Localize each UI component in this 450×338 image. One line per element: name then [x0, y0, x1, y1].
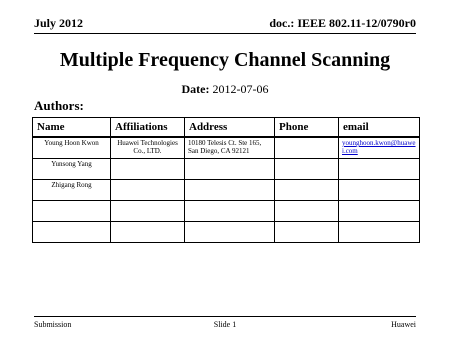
- cell-name: [33, 222, 111, 243]
- cell-name: Young Hoon Kwon: [33, 137, 111, 159]
- date-label: Date:: [181, 82, 210, 96]
- slide-date: [0, 82, 450, 97]
- cell-name: Zhigang Rong: [33, 180, 111, 201]
- column-header-address: Address: [185, 118, 275, 138]
- cell-email: [339, 222, 420, 243]
- table-row: [33, 137, 420, 159]
- table-row: [33, 222, 420, 243]
- date-value: 2012-07-06: [212, 82, 269, 96]
- cell-address: 10180 Telesis Ct. Ste 165, San Diego, CA 92121: [185, 137, 275, 159]
- column-header-email: email: [339, 118, 420, 138]
- table-row: [33, 201, 420, 222]
- cell-affiliation: [111, 180, 185, 201]
- cell-phone: [275, 159, 339, 180]
- cell-phone: [275, 180, 339, 201]
- column-header-name: Name: [33, 118, 111, 138]
- table-row: [33, 159, 420, 180]
- footer-submission: Submission: [34, 320, 72, 329]
- cell-email: [339, 159, 420, 180]
- cell-email-link[interactable]: younghoon.kwon@huawei.com: [339, 137, 420, 159]
- cell-affiliation: [111, 159, 185, 180]
- cell-affiliation: [111, 201, 185, 222]
- header-doc-id: doc.: IEEE 802.11-12/0790r0: [269, 16, 416, 30]
- authors-table: [32, 117, 420, 243]
- footer-divider: [34, 316, 416, 317]
- header-divider: [34, 33, 416, 34]
- table-header-row: [33, 118, 420, 138]
- cell-affiliation: Huawei Technologies Co., LTD.: [111, 137, 185, 159]
- cell-email: [339, 201, 420, 222]
- cell-phone: [275, 201, 339, 222]
- cell-address: [185, 201, 275, 222]
- header-date: July 2012: [34, 16, 84, 30]
- cell-address: [185, 180, 275, 201]
- cell-address: [185, 222, 275, 243]
- table-row: [33, 180, 420, 201]
- footer-company: Huawei: [391, 320, 416, 329]
- cell-email: [339, 180, 420, 201]
- column-header-phone: Phone: [275, 118, 339, 138]
- cell-phone: [275, 222, 339, 243]
- cell-affiliation: [111, 222, 185, 243]
- cell-address: [185, 159, 275, 180]
- column-header-affiliations: Affiliations: [111, 118, 185, 138]
- footer-slide-number: Slide 1: [213, 320, 237, 329]
- slide-title: Multiple Frequency Channel Scanning: [59, 49, 391, 71]
- cell-phone: [275, 137, 339, 159]
- cell-name: [33, 201, 111, 222]
- authors-heading: Authors:: [34, 98, 84, 113]
- cell-name: Yunsong Yang: [33, 159, 111, 180]
